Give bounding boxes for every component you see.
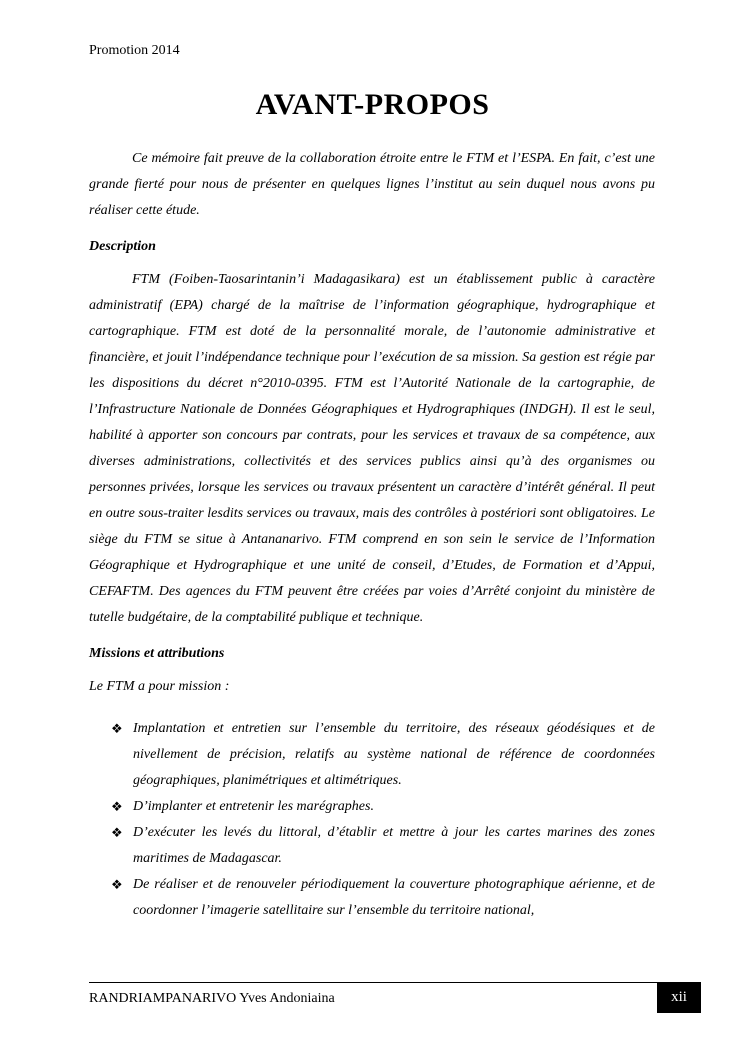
diamond-bullet-icon: ❖ xyxy=(111,825,123,840)
mission-item-text: Implantation et entretien sur l’ensemble du territoire, des réseaux géodésiques et de nivellement de précision, relatifs au système national de référence de coordonnées géographiques, planimétriques et altimétriques. xyxy=(133,721,655,788)
list-item xyxy=(89,716,655,794)
mission-item-text: De réaliser et de renouveler périodiquement la couverture photographique aérienne, et de coordonner l’imagerie satellitaire sur l’ensemble du territoire national, xyxy=(133,877,655,918)
footer-divider xyxy=(89,982,701,983)
running-header: Promotion 2014 xyxy=(89,43,180,58)
document-body xyxy=(89,146,655,924)
diamond-bullet-icon: ❖ xyxy=(111,721,123,736)
description-heading: Description xyxy=(89,239,156,254)
list-item xyxy=(89,820,655,872)
missions-lead: Le FTM a pour mission : xyxy=(89,679,230,694)
footer-author: RANDRIAMPANARIVO Yves Andoniaina xyxy=(89,991,335,1006)
missions-heading: Missions et attributions xyxy=(89,646,225,661)
diamond-bullet-icon: ❖ xyxy=(111,877,123,892)
page-number-badge: xii xyxy=(657,982,701,1013)
mission-item-text: D’exécuter les levés du littoral, d’établir et mettre à jour les cartes marines des zones maritimes de Madagascar. xyxy=(133,825,655,866)
list-item xyxy=(89,794,655,820)
intro-paragraph: Ce mémoire fait preuve de la collaboration étroite entre le FTM et l’ESPA. En fait, c’est une grande fierté pour nous de présenter en quelques lignes l’institut au sein duquel nous avons pu réaliser cette étude. xyxy=(89,151,655,218)
list-item xyxy=(89,872,655,924)
description-paragraph: FTM (Foiben-Taosarintanin’i Madagasikara) est un établissement public à caractère administratif (EPA) chargé de la maîtrise de l’information géographique, hydrographique et cartographique. FTM est doté de la personnalité morale, de l’autonomie administrative et financière, et jouit l’indépendance technique pour l’exécution de sa mission. Sa gestion est régie par les dispositions du décret n°2010-0395. FTM est l’Autorité Nationale de la cartographie, de l’Infrastructure Nationale de Données Géographiques et Hydrographiques (INDGH). Il est le seul, habilité à apporter son concours par contrats, pour les services et travaux de sa compétence, aux diverses administrations, collectivités et des services publics ainsi qu’à des organismes ou personnes privées, lorsque les services ou travaux présentent un caractère d’intérêt général. Il peut en outre sous-traiter lesdits services ou travaux, mais des contrôles à postériori sont obligatoires. Le siège du FTM se situe à Antananarivo. FTM comprend en son sein le service de l’Information Géographique et Hydrographique et une unité de conseil, d’Etudes, de Formation et d’Appui, CEFAFTM. Des agences du FTM peuvent être créées par voies d’Arrêté conjoint du ministère de tutelle budgétaire, de la comptabilité publique et technique. xyxy=(89,272,655,625)
mission-item-text: D’implanter et entretenir les marégraphes. xyxy=(133,799,374,814)
missions-list xyxy=(89,716,655,924)
diamond-bullet-icon: ❖ xyxy=(111,799,123,814)
page-title: AVANT-PROPOS xyxy=(255,88,490,121)
